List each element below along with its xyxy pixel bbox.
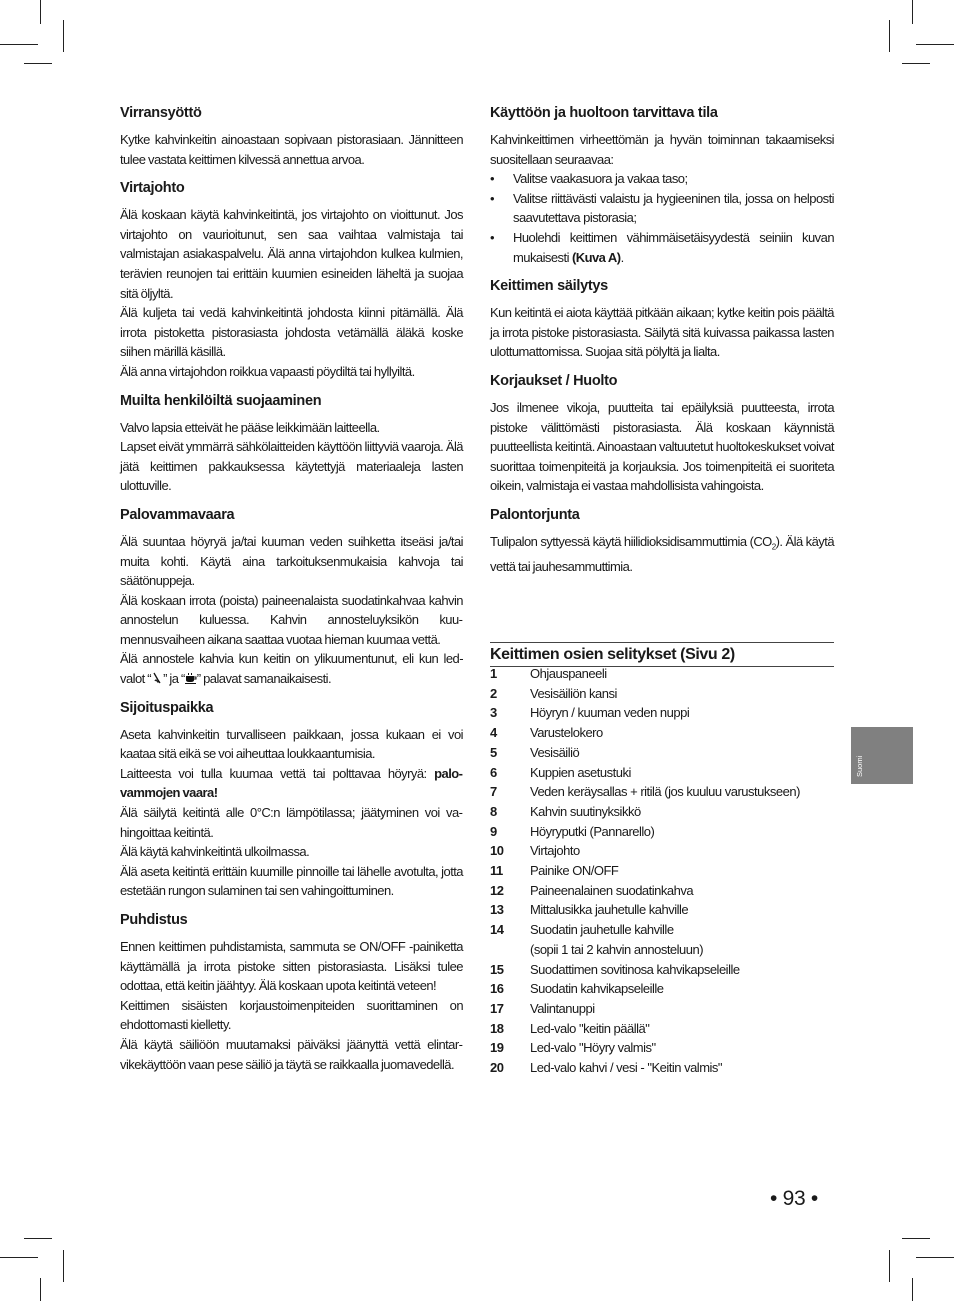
- bullet-list: [490, 169, 834, 267]
- list-item: [490, 782, 834, 802]
- section-storage: [490, 277, 834, 362]
- paragraph: Älä koskaan irrota (poista) paineenalaista suodatinkahvaa kahvin annostelun kuluessa. Kahvin annosteluyksikön kuumennusvaiheen aikana saattaa vuotaa hieman kuumaa vettä.: [120, 592, 463, 647]
- item-label: Virtajohto: [530, 843, 580, 859]
- item-number: 1: [490, 666, 497, 681]
- subscript: 2: [771, 542, 776, 552]
- section-fire-safety: [490, 506, 834, 577]
- item-number: 7: [490, 784, 497, 800]
- section-title: Keittimen säilytys: [490, 278, 608, 295]
- list-item: [490, 999, 834, 1019]
- list-item: [490, 703, 834, 723]
- list-item: [490, 822, 834, 842]
- language-tab: [851, 727, 913, 784]
- paragraph: Kun keitintä ei aiota käyttää pitkään aikaan; kytke keitin pois päältä ja irrota pistoke pistorasiasta. Säilytä sitä kuivassa paikassa lasten ulottumattomissa. Suojaa sitä pölyltä ja lialta.: [490, 305, 834, 360]
- item-number: 3: [490, 705, 497, 721]
- item-number: 16: [490, 981, 504, 997]
- section-burn-hazard: [120, 506, 463, 689]
- section-protecting-others: [120, 392, 463, 496]
- text-part: ” ja “: [163, 671, 185, 687]
- list-item: [490, 881, 834, 901]
- section-title: Korjaukset / Huolto: [490, 372, 618, 389]
- item-number: 5: [490, 744, 497, 760]
- figure-reference: (Kuva A): [571, 249, 621, 265]
- parts-list: [490, 664, 834, 1078]
- section-title: Palovammavaara: [120, 506, 235, 523]
- paragraph: Älä kuljeta tai vedä kahvinkeitintä johdosta kiinni pitämällä. Älä irrota pistoketta pistorasiasta johdosta vetämällä äläkä koske siihen märillä käsillä.: [120, 305, 463, 360]
- list-item: [490, 743, 834, 763]
- list-item: [490, 940, 834, 960]
- list-item: [490, 763, 834, 783]
- item-number: 18: [490, 1020, 504, 1036]
- paragraph-led-warning: [120, 649, 463, 688]
- text-part: ” palavat samanaikaisesti.: [196, 671, 332, 687]
- list-item: • Valitse vaakasuora ja vakaa taso;: [490, 169, 834, 189]
- item-label: Paineenalainen suodatinkahva: [530, 882, 694, 898]
- item-label: Vesisäiliö: [530, 744, 580, 760]
- item-number: 6: [490, 764, 497, 780]
- text-part: Laitteesta voi tulla kuumaa vettä tai polttavaa höyryä:: [120, 765, 435, 781]
- text-part: Älä annostele kahvia kun keitin on ylikuumentunut, eli kun led-valot “: [120, 651, 463, 687]
- paragraph: Älä säilytä keitintä alle 0°C:n lämpötilassa; jäätyminen voi vahingoittaa keitintä.: [120, 805, 463, 840]
- list-item: [490, 979, 834, 999]
- item-label: Veden keräysallas + ritilä (jos kuuluu varustukseen): [530, 784, 800, 800]
- item-label: Suodattimen sovitinosa kahvikapseleille: [530, 961, 740, 977]
- paragraph: Älä käytä säiliöön muutamaksi päiväksi jäänyttä vettä elintarvikekäyttöön vaan pese säiliö ja täytä se raikkaalla juomavedellä.: [120, 1036, 463, 1072]
- item-label: Led-valo kahvi / vesi - "Keitin valmis": [530, 1060, 723, 1076]
- list-item: [490, 1019, 834, 1039]
- item-number: 20: [490, 1060, 504, 1076]
- list-item: [490, 664, 834, 684]
- item-label: Painike ON/OFF: [530, 863, 619, 879]
- list-item: [490, 1058, 834, 1078]
- paragraph: Ennen keittimen puhdistamista, sammuta se ON/OFF -painiketta käyttämällä ja irrota pistoke sitten pistorasiasta. Lisäksi tulee odottaa, että keitin jäähtyy. Älä koskaan upota keitintä veteen!: [120, 939, 463, 994]
- item-label: Kuppien asetustuki: [530, 764, 631, 780]
- section-title: Puhdistus: [120, 912, 188, 928]
- section-cleaning: [120, 911, 463, 1074]
- item-label: Ohjauspaneeli: [530, 666, 607, 681]
- item-number: 2: [490, 685, 497, 701]
- item-number: 15: [490, 961, 504, 977]
- item-number: 17: [490, 1000, 504, 1016]
- section-title: Muilta henkilöiltä suojaaminen: [120, 392, 322, 409]
- item-number: 4: [490, 725, 497, 741]
- paragraph: Lapset eivät ymmärrä sähkölaitteiden käyttöön liittyviä vaaroja. Älä jätä keittimen pakkauksessa käytettyjä materiaaleja lasten ulottuville.: [120, 439, 463, 494]
- text-part: Tulipalon syttyessä käytä hiilidioksidisammuttimia (CO: [490, 533, 772, 549]
- section-title: Sijoituspaikka: [120, 699, 214, 716]
- page-number: • 93 •: [770, 1187, 818, 1210]
- list-item: [490, 802, 834, 822]
- paragraph: Valvo lapsia etteivät he pääse leikkimään laitteella.: [120, 419, 380, 435]
- item-number: 8: [490, 803, 497, 819]
- item-number: 10: [490, 843, 504, 859]
- text-part: .: [620, 249, 624, 265]
- paragraph: Älä anna virtajohdon roikkua vapaasti pöydiltä tai hyllyiltä.: [120, 363, 415, 379]
- list-item: [490, 920, 834, 940]
- text-part: Huolehdi keittimen vähimmäisetäisyydestä seiniin kuvan mukaisesti: [513, 229, 834, 265]
- item-number: 14: [490, 922, 504, 938]
- list-item: [490, 861, 834, 881]
- section-title: Virransyöttö: [120, 105, 202, 121]
- item-number: 11: [490, 863, 503, 879]
- section-title: Palontorjunta: [490, 506, 580, 523]
- item-number: 9: [490, 823, 497, 839]
- section-title: Käyttöön ja huoltoon tarvittava tila: [490, 105, 718, 121]
- paragraph: Keittimen sisäisten korjaustoimenpiteiden suorittaminen on ehdottomasti kielletty.: [120, 997, 463, 1033]
- item-label: Suodatin jauhetulle kahville: [530, 922, 674, 938]
- section-placement: [120, 699, 463, 901]
- section-title: Virtajohto: [120, 180, 185, 197]
- item-number: 19: [490, 1040, 504, 1056]
- item-label: Höyryputki (Pannarello): [530, 823, 655, 839]
- left-column: [120, 104, 463, 1084]
- paragraph: Älä käytä kahvinkeitintä ulkoilmassa.: [120, 844, 310, 860]
- item-label: Mittalusikka jauhetulle kahville: [530, 902, 689, 918]
- paragraph: [120, 764, 463, 803]
- paragraph: Kytke kahvinkeitin ainoastaan sopivaan pistorasiaan. Jännitteen tulee vastata keittimen kilvessä annettua arvoa.: [120, 132, 463, 167]
- item-label: Varustelokero: [530, 725, 603, 741]
- language-label: Suomi: [855, 755, 864, 777]
- list-item: [490, 841, 834, 861]
- item-label: Vesisäiliön kansi: [530, 685, 617, 701]
- paragraph: Aseta kahvinkeitin turvalliseen paikkaan, jossa kukaan ei voi kaataa sitä eikä se voi aiheuttaa loukkaantumisia.: [120, 726, 463, 762]
- list-item: [490, 900, 834, 920]
- item-number: [490, 940, 530, 960]
- paragraph: Älä koskaan käytä kahvinkeitintä, jos virtajohto on vioittunut. Jos virtajohto on vaurioitunut, sen saa vaihtaa valmistaja tai valmistajan asiakaspalvelu. Älä anna virtajohdon kulkea kulmien, terävien reunojen tai erittäin kuumien esineiden läheltä ja suojaa sitä öljyltä.: [120, 207, 463, 301]
- section-power-cord: [120, 179, 463, 381]
- item-label: Höyryn / kuuman veden nuppi: [530, 705, 690, 721]
- paragraph: Kahvinkeittimen virheettömän ja hyvän toiminnan takaamiseksi suositellaan seuraavaa:: [490, 132, 834, 167]
- item-label: Kahvin suutinyksikkö: [530, 803, 641, 819]
- item-label: Valintanuppi: [530, 1000, 595, 1016]
- item-number: 12: [490, 882, 504, 898]
- section-space-required: [490, 104, 834, 267]
- coffee-cup-icon: [185, 672, 197, 684]
- item-label: Led-valo "Höyry valmis": [530, 1040, 656, 1056]
- right-column: [490, 104, 834, 587]
- parts-title: Keittimen osien selitykset (Sivu 2): [490, 642, 834, 667]
- item-label: Led-valo "keitin päällä": [530, 1020, 650, 1036]
- section-repairs: [490, 372, 834, 496]
- item-label: Suodatin kahvikapseleille: [530, 981, 664, 997]
- item-label: (sopii 1 tai 2 kahvin annosteluun): [530, 941, 704, 957]
- list-item: [490, 960, 834, 980]
- bold-warning: palovammojen vaara!: [120, 765, 463, 801]
- section-power-supply: [120, 104, 463, 169]
- paragraph: Jos ilmenee vikoja, puutteita tai epäilyksiä puutteesta, irrota pistoke välittömästi pistorasiasta. Älä koskaan käynnistä puutteellista keitintä. Ainoastaan valtuutetut huoltokeskukset voivat suorittaa toimenpiteitä ja korjauksia. Jos toimenpiteitä ei suoriteta oikein, valmistaja ei vastaa mahdollisista vahingoista.: [490, 399, 834, 494]
- list-item: [490, 684, 834, 704]
- paragraph: Älä aseta keitintä erittäin kuumille pinnoille tai lähelle avotulta, jotta estetään rungon sulaminen tai sen vahingoittuminen.: [120, 863, 463, 899]
- paragraph: Älä suuntaa höyryä ja/tai kuuman veden suihketta itseäsi ja/tai muita kohti. Käytä aina tarkoituksenmukaisia kahvoja tai säätönuppeja.: [120, 533, 463, 589]
- list-item: [490, 1038, 834, 1058]
- list-item: • Valitse riittävästi valaistu ja hygieeninen tila, jossa on helposti saavutettava pistorasia;: [490, 189, 834, 228]
- list-item: [490, 723, 834, 743]
- list-item: [490, 228, 834, 267]
- text-part: ). Älä käytä vettä tai jauhesammuttimia.: [490, 533, 834, 575]
- item-number: 13: [490, 902, 504, 918]
- steam-wand-icon: [151, 672, 163, 684]
- paragraph: [490, 532, 834, 577]
